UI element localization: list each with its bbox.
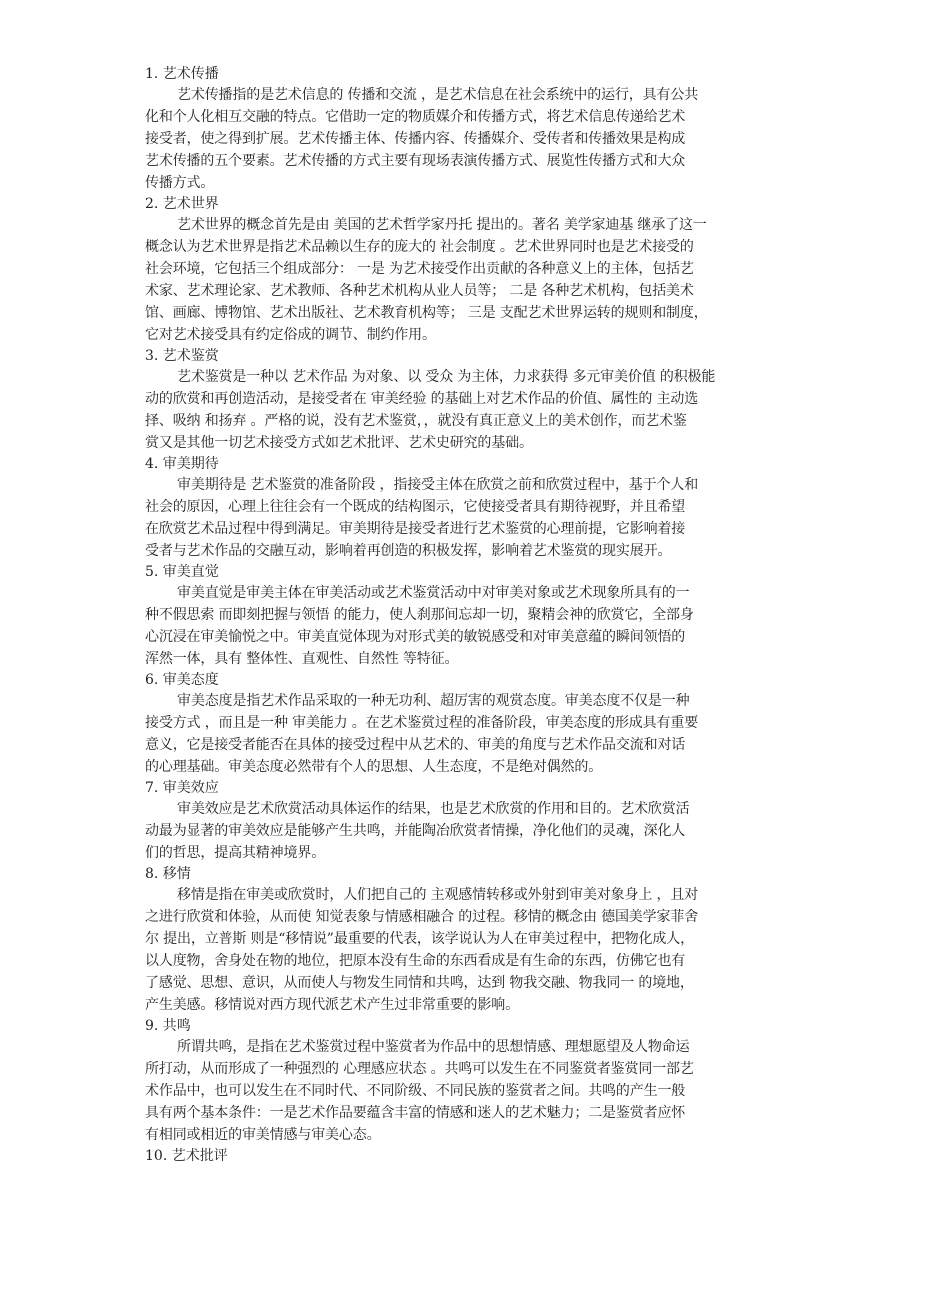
section-heading: 2. 艺术世界 — [145, 196, 219, 212]
paragraph-line: 浑然一体，具有 整体性、直观性、自然性 等特征。 — [145, 651, 459, 667]
paragraph-line: 以人度物，舍身处在物的地位，把原本没有生命的东西看成是有生命的东西，仿佛它也有 — [145, 953, 686, 969]
paragraph-line: 艺术世界的概念首先是由 美国的艺术哲学家丹托 提出的。著名 美学家迪基 继承了这一 — [177, 217, 707, 233]
section — [145, 1146, 810, 1166]
paragraph-line: 艺术传播的五个要素。艺术传播的方式主要有现场表演传播方式、展览性传播方式和大众 — [145, 153, 686, 169]
paragraph-line: 审美效应是艺术欣赏活动具体运作的结果，也是艺术欣赏的作用和目的。艺术欣赏活 — [177, 801, 690, 817]
paragraph-line: 馆、画廊、博物馆、艺术出版社、艺术教育机构等； 三是 支配艺术世界运转的规则和制度， — [145, 305, 708, 321]
section — [145, 670, 810, 778]
paragraph-line: 赏又是其他一切艺术接受方式如艺术批评、艺术史研究的基础。 — [145, 435, 533, 451]
paragraph-line: 心沉浸在审美愉悦之中。审美直觉体现为对形式美的敏锐感受和对审美意蕴的瞬间领悟的 — [145, 629, 686, 645]
paragraph-line: 具有两个基本条件：一是艺术作品要蕴含丰富的情感和迷人的艺术魅力；二是鉴赏者应怀 — [145, 1105, 686, 1121]
paragraph-line: 传播方式。 — [145, 175, 215, 191]
paragraph-line: 们的哲思，提高其精神境界。 — [145, 845, 326, 861]
paragraph-line: 审美态度是指艺术作品采取的一种无功利、超厉害的观赏态度。审美态度不仅是一种 — [177, 693, 690, 709]
paragraph-line: 社会的原因，心理上往往会有一个既成的结构图示，它使接受者具有期待视野，并且希望 — [145, 499, 686, 515]
section — [145, 454, 810, 562]
paragraph-line: 的心理基础。审美态度必然带有个人的思想、人生态度，不是绝对偶然的。 — [145, 759, 603, 775]
paragraph-line: 它对艺术接受具有约定俗成的调节、制约作用。 — [145, 327, 436, 343]
section — [145, 562, 810, 670]
paragraph-line: 所谓共鸣，是指在艺术鉴赏过程中鉴赏者为作品中的思想情感、理想愿望及人物命运 — [177, 1039, 690, 1055]
paragraph-line: 有相同或相近的审美情感与审美心态。 — [145, 1127, 381, 1143]
paragraph-line: 术作品中，也可以发生在不同时代、不同阶级、不同民族的鉴赏者之间。共鸣的产生一般 — [145, 1083, 686, 1099]
paragraph-line: 种不假思索 而即刻把握与领悟 的能力，使人刹那间忘却一切，聚精会神的欣赏它，全部身 — [145, 607, 694, 623]
paragraph-line: 审美直觉是审美主体在审美活动或艺术鉴赏活动中对审美对象或艺术现象所具有的一 — [177, 585, 690, 601]
paragraph-line: 移情是指在审美或欣赏时，人们把自己的 主观感情转移或外射到审美对象身上 ，且对 — [177, 887, 699, 903]
section — [145, 778, 810, 864]
paragraph-line: 受者与艺术作品的交融互动，影响着再创造的积极发挥，影响着艺术鉴赏的现实展开。 — [145, 543, 672, 559]
paragraph-line: 审美期待是 艺术鉴赏的准备阶段 ，指接受主体在欣赏之前和欣赏过程中，基于个人和 — [177, 477, 699, 493]
section — [145, 346, 810, 454]
paragraph-line: 概念认为艺术世界是指艺术品赖以生存的庞大的 社会制度 。艺术世界同时也是艺术接受的 — [145, 239, 694, 255]
section-heading: 8. 移情 — [145, 866, 191, 882]
paragraph-line: 意义，它是接受者能否在具体的接受过程中从艺术的、审美的角度与艺术作品交流和对话 — [145, 737, 686, 753]
section-heading: 5. 审美直觉 — [145, 564, 219, 580]
paragraph-line: 产生美感。移情说对西方现代派艺术产生过非常重要的影响。 — [145, 997, 519, 1013]
paragraph-line: 术家、艺术理论家、艺术教师、各种艺术机构从业人员等； 二是 各种艺术机构，包括美术 — [145, 283, 694, 299]
paragraph-line: 接受方式 ，而且是一种 审美能力 。在艺术鉴赏过程的准备阶段，审美态度的形成具有重要 — [145, 715, 699, 731]
section-heading: 1. 艺术传播 — [145, 66, 219, 82]
section-heading: 7. 审美效应 — [145, 780, 219, 796]
paragraph-line: 社会环境，它包括三个组成部分： 一是 为艺术接受作出贡献的各种意义上的主体，包括艺 — [145, 261, 694, 277]
section — [145, 1016, 810, 1146]
paragraph-line: 所打动，从而形成了一种强烈的 心理感应状态 。共鸣可以发生在不同鉴赏者鉴赏同一部艺 — [145, 1061, 694, 1077]
paragraph-line: 择、吸纳 和扬弃 。严格的说，没有艺术鉴赏，，就没有真正意义上的美术创作，而艺术鉴 — [145, 413, 687, 429]
paragraph-line: 接受者，使之得到扩展。艺术传播主体、传播内容、传播媒介、受传者和传播效果是构成 — [145, 131, 686, 147]
section — [145, 864, 810, 1016]
section-heading: 4. 审美期待 — [145, 456, 219, 472]
section-heading: 3. 艺术鉴赏 — [145, 348, 219, 364]
paragraph-line: 艺术传播指的是艺术信息的 传播和交流 ，是艺术信息在社会系统中的运行，具有公共 — [177, 87, 699, 103]
section — [145, 194, 810, 346]
document-page — [145, 64, 810, 1166]
paragraph-line: 尔 提出，立普斯 则是“移情说”最重要的代表，该学说认为人在审美过程中，把物化成人， — [145, 931, 694, 947]
section — [145, 64, 810, 194]
paragraph-line: 了感觉、思想、意识，从而使人与物发生同情和共鸣，达到 物我交融、物我同一 的境地， — [145, 975, 694, 991]
paragraph-line: 化和个人化相互交融的特点。它借助一定的物质媒介和传播方式，将艺术信息传递给艺术 — [145, 109, 686, 125]
paragraph-line: 艺术鉴赏是一种以 艺术作品 为对象、以 受众 为主体，力求获得 多元审美价值 的积极能 — [177, 369, 716, 385]
paragraph-line: 动的欣赏和再创造活动，是接受者在 审美经验 的基础上对艺术作品的价值、属性的 主动选 — [145, 391, 699, 407]
paragraph-line: 之进行欣赏和体验，从而使 知觉表象与情感相融合 的过程。移情的概念由 德国美学家菲舍 — [145, 909, 699, 925]
paragraph-line: 动最为显著的审美效应是能够产生共鸣，并能陶冶欣赏者情操，净化他们的灵魂，深化人 — [145, 823, 686, 839]
section-heading: 9. 共鸣 — [145, 1018, 191, 1034]
section-heading: 6. 审美态度 — [145, 672, 219, 688]
paragraph-line: 在欣赏艺术品过程中得到满足。审美期待是接受者进行艺术鉴赏的心理前提，它影响着接 — [145, 521, 686, 537]
section-heading: 10. 艺术批评 — [145, 1148, 228, 1164]
